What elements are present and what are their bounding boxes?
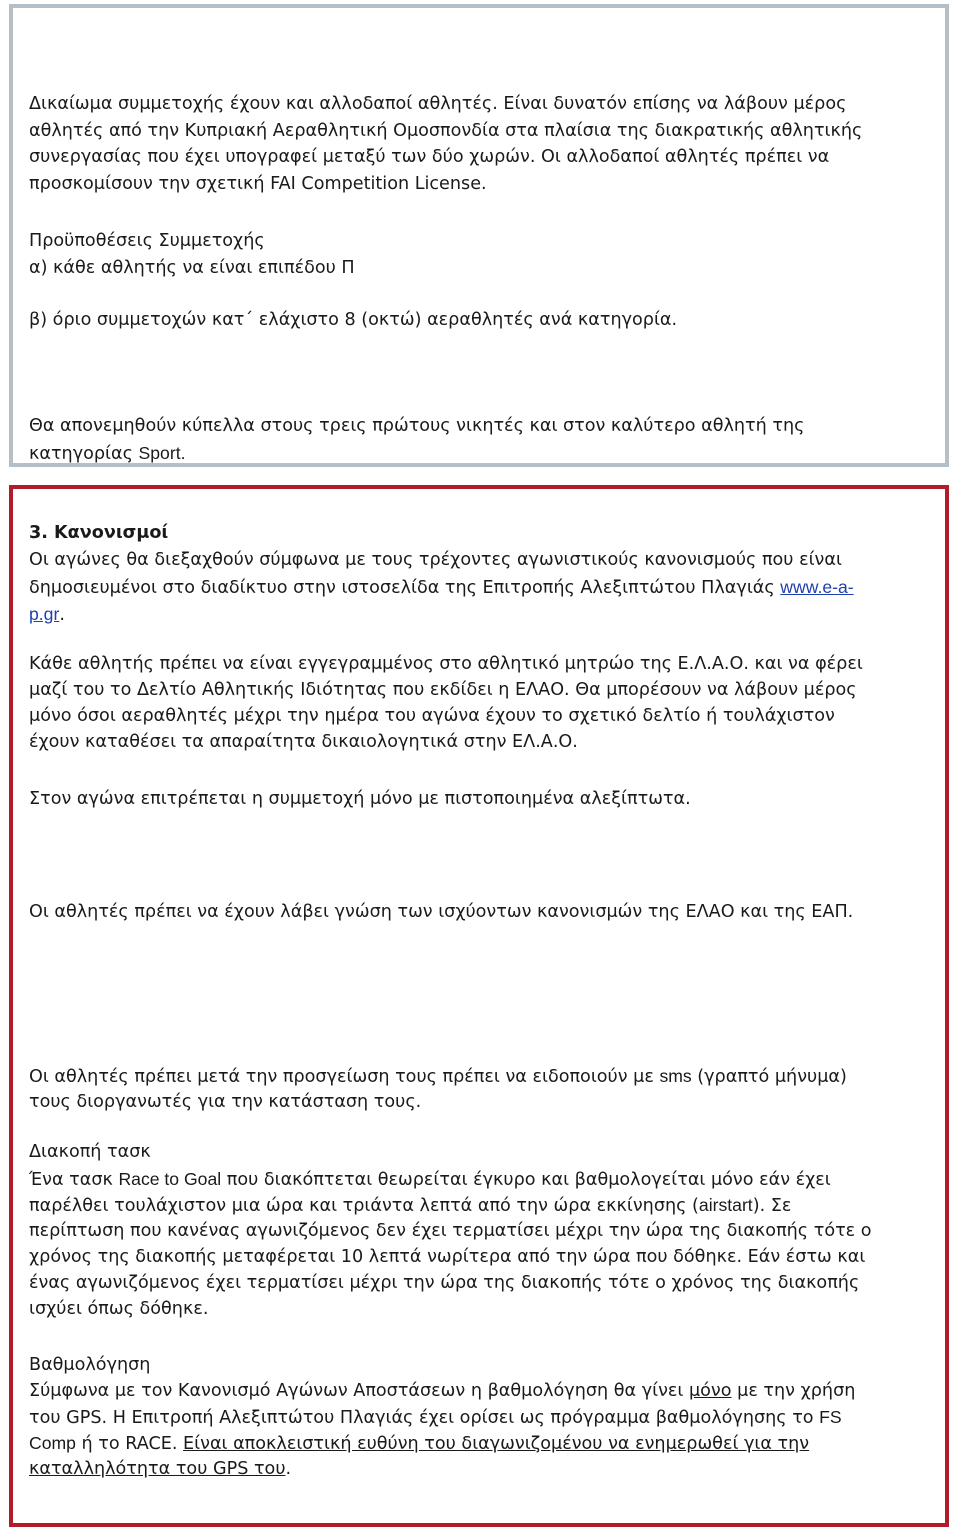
registration-line-4: έχουν καταθέσει τα απαραίτητα δικαιολογητικά στην ΕΛ.Α.Ο.	[29, 732, 578, 752]
scoring-line-1: Σύμφωνα με τον Κανονισμό Αγώνων Αποστάσεων η βαθμολόγηση θα γίνει μόνο με την χρήση	[29, 1381, 856, 1401]
task-stop-line-3: περίπτωση που κανένας αγωνιζόμενος δεν έχει τερματίσει μέχρι την ώρα της διακοπής τότε ο	[29, 1221, 872, 1241]
sport-category: Sport.	[138, 443, 186, 463]
rules-knowledge-note: Οι αθλητές πρέπει να έχουν λάβει γνώση των ισχύοντων κανονισμών της ΕΛΑΟ και της ΕΑΠ.	[29, 902, 854, 922]
landing-report-line-1: Οι αθλητές πρέπει μετά την προσγείωση τους πρέπει να ειδοποιούν με sms (γραπτό μήνυμα)	[29, 1066, 847, 1087]
task-stop-line-4: χρόνος της διακοπής μεταφέρεται 10 λεπτά νωρίτερα από την ώρα που δόθηκε. Εάν έστω και	[29, 1247, 866, 1267]
task-stop-line-6: ισχύει όπως δόθηκε.	[29, 1299, 209, 1319]
scoring-line-4: καταλληλότητα του GPS του.	[29, 1459, 292, 1479]
rules-website-link-continued[interactable]: p.gr	[29, 604, 60, 624]
prerequisite-item-b: β) όριο συμμετοχών κατ΄ ελάχιστο 8 (οκτώ) αεραθλητές ανά κατηγορία.	[29, 310, 678, 330]
prerequisites-heading: Προϋποθέσεις Συμμετοχής	[29, 231, 265, 251]
registration-line-1: Κάθε αθλητής πρέπει να είναι εγγεγραμμένος στο αθλητικό μητρώο της Ε.Λ.Α.Ο. και να φέρει	[29, 654, 863, 674]
awards-line-2: κατηγορίας Sport.	[29, 443, 186, 464]
landing-report-line-2: τους διοργανωτές για την κατάσταση τους.	[29, 1092, 422, 1112]
task-stop-line-2: παρέλθει τουλάχιστον μια ώρα και τριάντα λεπτά από την ώρα εκκίνησης (airstart). Σε	[29, 1195, 792, 1216]
certified-gliders-rule: Στον αγώνα επιτρέπεται η συμμετοχή μόνο με πιστοποιημένα αλεξίπτωτα.	[29, 789, 691, 809]
scoring-line-3: Comp ή το RACE. Είναι αποκλειστική ευθύνη του διαγωνιζομένου να ενημερωθεί για την	[29, 1433, 810, 1454]
awards-line-1: Θα απονεμηθούν κύπελλα στους τρεις πρώτους νικητές και στον καλύτερο αθλητή της	[29, 416, 805, 436]
participation-line-3: συνεργασίας που έχει υπογραφεί μεταξύ των δύο χωρών. Οι αλλοδαποί αθλητές πρέπει να	[29, 147, 830, 167]
task-stop-line-1: Ένα τασκ Race to Goal που διακόπτεται θεωρείται έγκυρο και βαθμολογείται μόνο εάν έχει	[29, 1169, 831, 1190]
rules-website-link[interactable]: www.e-a-	[780, 577, 854, 597]
scoring-heading: Βαθμολόγηση	[29, 1355, 151, 1375]
rules-heading: 3. Κανονισμοί	[29, 523, 169, 543]
rules-p1-line-2: δημοσιευμένοι στο διαδίκτυο στην ιστοσελίδα της Επιτροπής Αλεξιπτώτου Πλαγιάς www.e-a-	[29, 577, 854, 598]
rules-p1-line-1: Οι αγώνες θα διεξαχθούν σύμφωνα με τους τρέχοντες αγωνιστικούς κανονισμούς που είναι	[29, 550, 842, 570]
registration-line-3: μόνο όσοι αεραθλητές μέχρι την ημέρα του αγώνα έχουν το σχετικό δελτίο ή τουλάχιστον	[29, 706, 835, 726]
participation-line-4: προσκομίσουν την σχετική FAI Competition License.	[29, 174, 487, 194]
participation-line-1: Δικαίωμα συμμετοχής έχουν και αλλοδαποί αθλητές. Είναι δυνατόν επίσης να λάβουν μέρος	[29, 94, 847, 114]
scoring-line-2: του GPS. Η Επιτροπή Αλεξιπτώτου Πλαγιάς έχει ορίσει ως πρόγραμμα βαθμολόγησης το FS	[29, 1407, 842, 1428]
participation-line-2: αθλητές από την Κυπριακή Αεραθλητική Ομοσπονδία στα πλαίσια της διακρατικής αθλητικής	[29, 121, 863, 141]
prerequisite-item-a: α) κάθε αθλητής να είναι επιπέδου Π	[29, 258, 355, 278]
task-stop-line-5: ένας αγωνιζόμενος έχει τερματίσει μέχρι την ώρα της διακοπής τότε ο χρόνος της διακοπής	[29, 1273, 860, 1293]
registration-line-2: μαζί του το Δελτίο Αθλητικής Ιδιότητας που εκδίδει η ΕΛΑΟ. Θα μπορέσουν να λάβουν μέρος	[29, 680, 857, 700]
task-stop-heading: Διακοπή τασκ	[29, 1142, 151, 1162]
rules-p1-line-3: p.gr.	[29, 604, 65, 625]
